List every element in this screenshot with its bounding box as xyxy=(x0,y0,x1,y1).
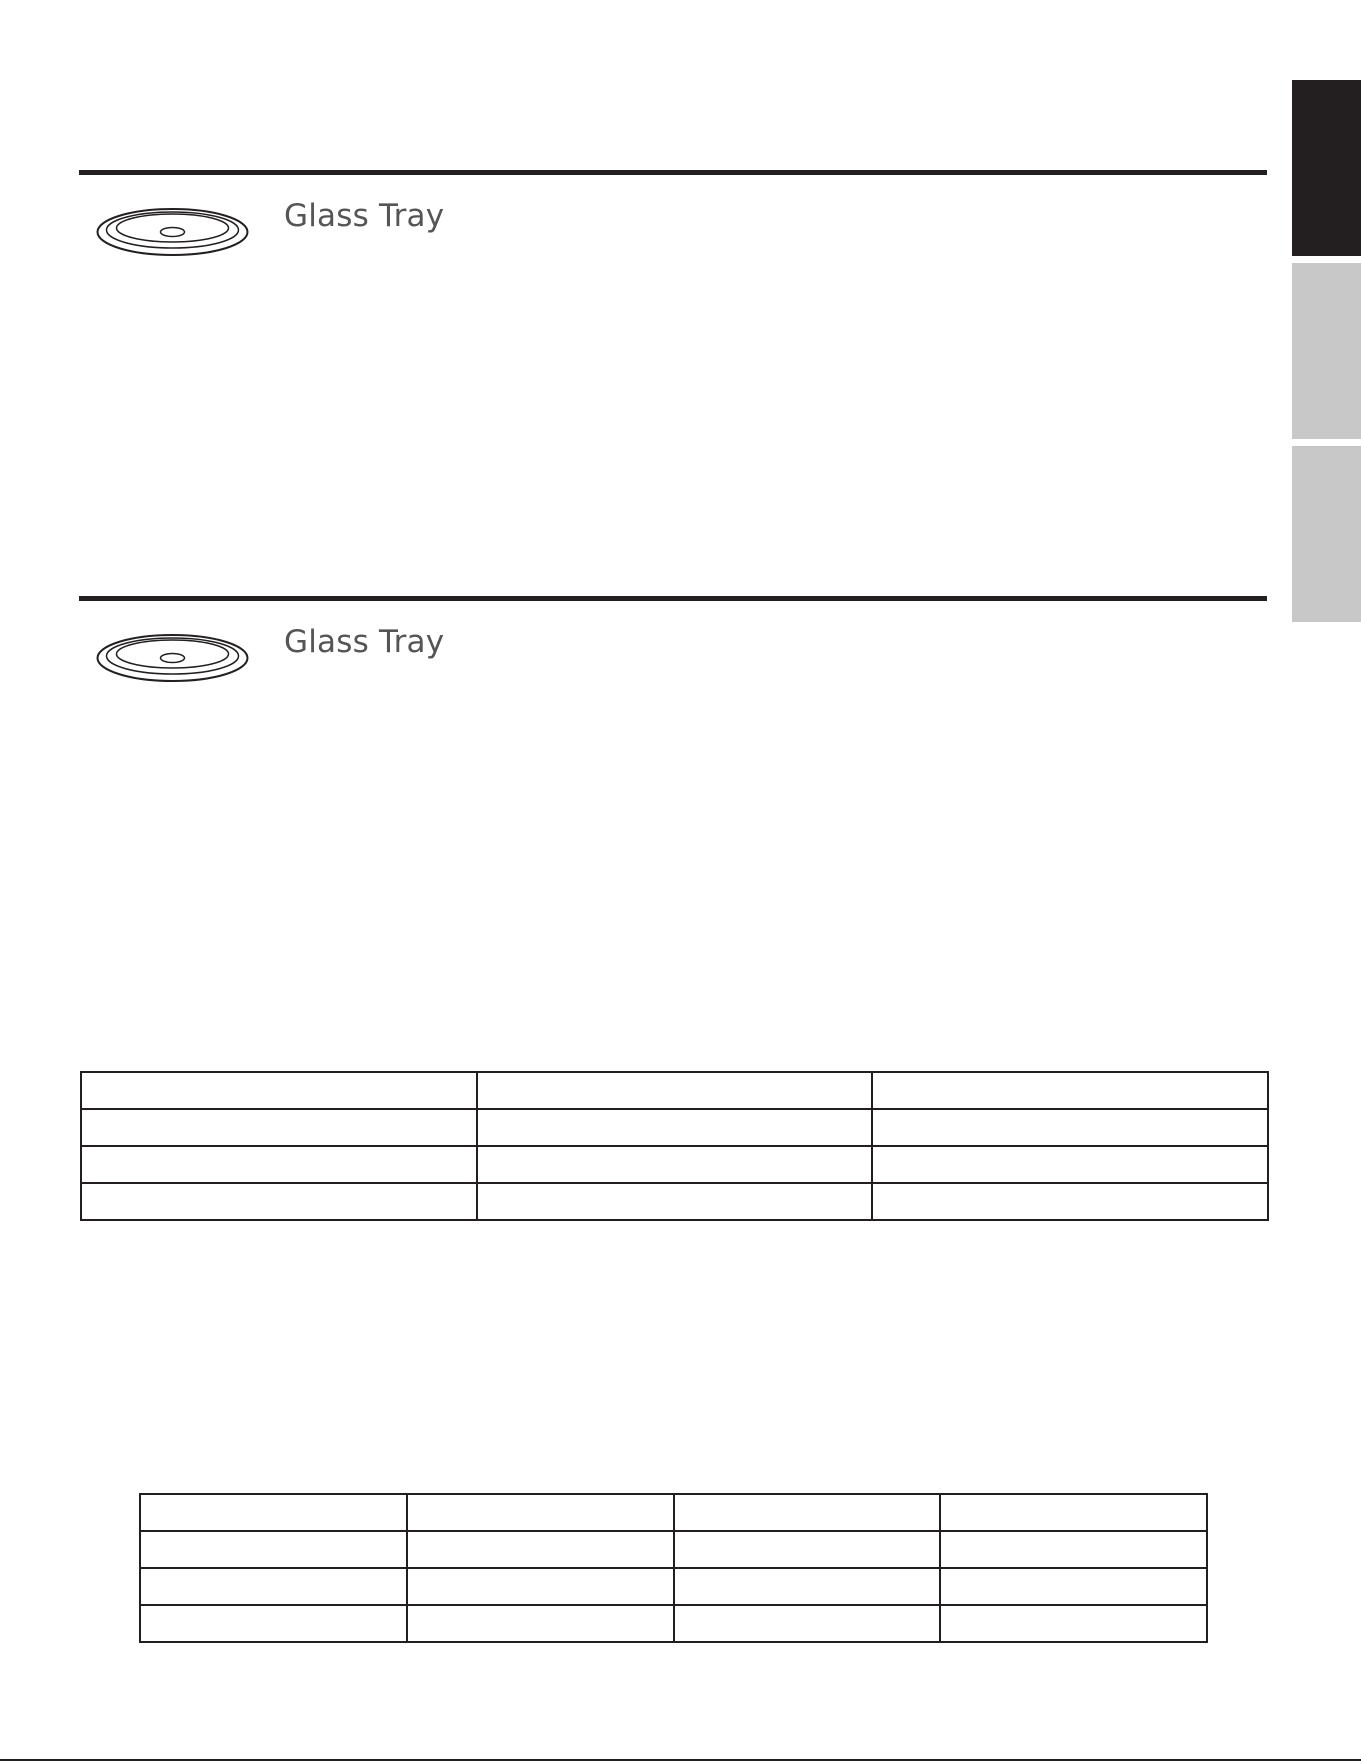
table-2 xyxy=(139,1493,1208,1643)
table-1 xyxy=(80,1071,1269,1221)
table-cell xyxy=(407,1531,674,1568)
table-cell xyxy=(872,1072,1268,1109)
index-tab-1 xyxy=(1292,80,1361,256)
glass-tray-icon xyxy=(95,632,250,684)
table-cell xyxy=(81,1146,477,1183)
table-cell xyxy=(81,1109,477,1146)
table-cell xyxy=(940,1605,1207,1642)
index-tab-3 xyxy=(1292,446,1361,622)
section-title-glass-tray: Glass Tray xyxy=(284,198,445,234)
section-divider xyxy=(79,170,1267,175)
table-row xyxy=(81,1109,1268,1146)
table-cell xyxy=(407,1494,674,1531)
table-cell xyxy=(81,1072,477,1109)
table-row xyxy=(140,1605,1207,1642)
table-row xyxy=(81,1183,1268,1220)
table-cell xyxy=(407,1605,674,1642)
table-row xyxy=(140,1531,1207,1568)
table-cell xyxy=(407,1568,674,1605)
table-cell xyxy=(872,1146,1268,1183)
section-title-glass-tray: Glass Tray xyxy=(284,624,445,660)
table-cell xyxy=(674,1494,941,1531)
table-cell xyxy=(140,1605,407,1642)
table-cell xyxy=(940,1531,1207,1568)
table-cell xyxy=(674,1568,941,1605)
table-cell xyxy=(674,1531,941,1568)
table-row xyxy=(81,1072,1268,1109)
table-cell xyxy=(940,1568,1207,1605)
table-row xyxy=(140,1568,1207,1605)
table-cell xyxy=(140,1494,407,1531)
table-cell xyxy=(81,1183,477,1220)
table-cell xyxy=(140,1568,407,1605)
table-cell xyxy=(140,1531,407,1568)
table-cell xyxy=(940,1494,1207,1531)
index-tab-2 xyxy=(1292,263,1361,439)
glass-tray-icon xyxy=(95,206,250,258)
section-divider xyxy=(79,596,1267,601)
table-cell xyxy=(477,1109,873,1146)
table-row xyxy=(81,1146,1268,1183)
table-cell xyxy=(477,1183,873,1220)
table-cell xyxy=(872,1109,1268,1146)
table-cell xyxy=(477,1146,873,1183)
table-cell xyxy=(477,1072,873,1109)
table-row xyxy=(140,1494,1207,1531)
table-cell xyxy=(872,1183,1268,1220)
table-cell xyxy=(674,1605,941,1642)
